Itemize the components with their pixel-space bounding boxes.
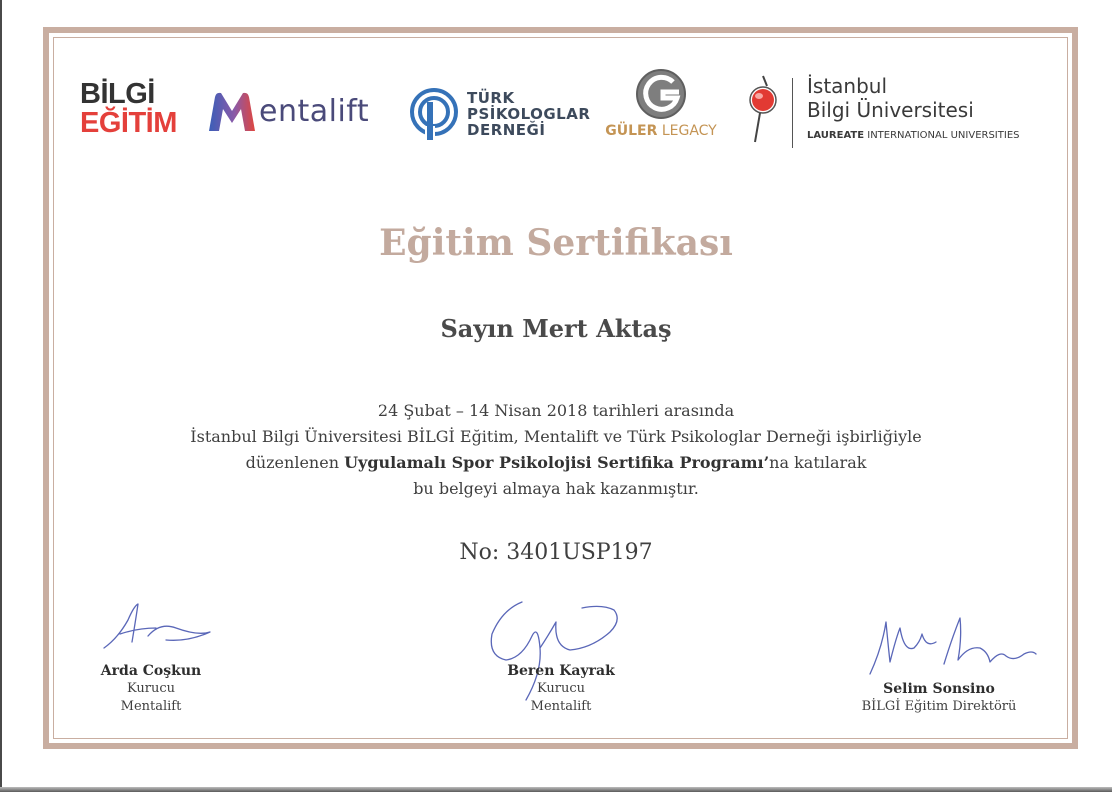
page-bottom-edge <box>0 787 1112 792</box>
signatory-1-name: Arda Coşkun <box>100 663 202 679</box>
guler-legacy-logo <box>600 68 722 139</box>
signature-1-mark <box>98 598 218 658</box>
signatory-2-role: Kurucu <box>536 681 586 696</box>
mentalift-logo <box>207 87 369 135</box>
ibu-emblem-icon <box>748 72 778 146</box>
signatory-2 <box>494 662 628 716</box>
bilgi-egitim-logo <box>80 80 177 138</box>
guler-g-icon <box>635 68 687 120</box>
signatory-3-role: BİLGİ Eğitim Direktörü <box>861 699 1017 714</box>
bilgi-logo-line1: BİLGİ <box>80 78 155 110</box>
mentalift-logo-text: entalift <box>259 93 370 129</box>
body-line-3 <box>0 450 1112 476</box>
tpd-logo-line2: PSİKOLOGLAR <box>467 105 591 123</box>
body-line-4: bu belgeyi almaya hak kazanmıştır. <box>413 479 699 498</box>
body-line-3-post: na katılarak <box>769 453 867 472</box>
ibu-tag-bold: LAUREATE <box>807 130 865 141</box>
signatory-2-org: Mentalift <box>530 699 592 714</box>
guler-logo-bold: GÜLER <box>605 123 658 139</box>
bilgi-logo-line2: EĞİTİM <box>80 107 177 139</box>
body-line-3-pre: düzenlenen <box>245 453 345 472</box>
ibu-logo-divider <box>792 78 793 148</box>
signatory-2-name: Beren Kayrak <box>507 663 615 679</box>
ibu-logo-tagline <box>807 130 1019 141</box>
ibu-logo-line1: İstanbul <box>807 74 888 98</box>
program-name: Uygulamalı Spor Psikolojisi Sertifika Programı’ <box>344 453 770 472</box>
signatory-1 <box>88 662 214 716</box>
page-left-edge <box>0 0 2 792</box>
signatory-1-org: Mentalift <box>120 699 182 714</box>
certificate-number: No: 3401USP197 <box>459 540 653 565</box>
guler-logo-rest: LEGACY <box>657 123 717 139</box>
recipient-name: Sayın Mert Aktaş <box>440 314 672 343</box>
tpd-logo-line1: TÜRK <box>467 89 515 107</box>
body-line-2: İstanbul Bilgi Üniversitesi BİLGİ Eğitim, Mentalift ve Türk Psikologlar Derneği işbirliğiyle <box>190 427 922 446</box>
signature-3-mark <box>864 608 1042 682</box>
tpd-p-icon <box>409 86 459 142</box>
signatory-3 <box>850 680 1028 716</box>
tpd-logo-line3: DERNEĞİ <box>467 121 546 139</box>
istanbul-bilgi-university-logo <box>748 72 1019 148</box>
tpd-logo <box>409 86 590 142</box>
certificate-body <box>0 398 1112 502</box>
body-line-1: 24 Şubat – 14 Nisan 2018 tarihleri arasında <box>377 401 735 420</box>
certificate-title: Eğitim Sertifikası <box>379 222 733 264</box>
signatory-3-name: Selim Sonsino <box>883 681 995 697</box>
ibu-tag-rest: INTERNATIONAL UNIVERSITIES <box>864 130 1020 141</box>
mentalift-m-icon <box>207 89 257 133</box>
ibu-logo-line2: Bilgi Üniversitesi <box>807 98 974 122</box>
signatory-1-role: Kurucu <box>126 681 176 696</box>
